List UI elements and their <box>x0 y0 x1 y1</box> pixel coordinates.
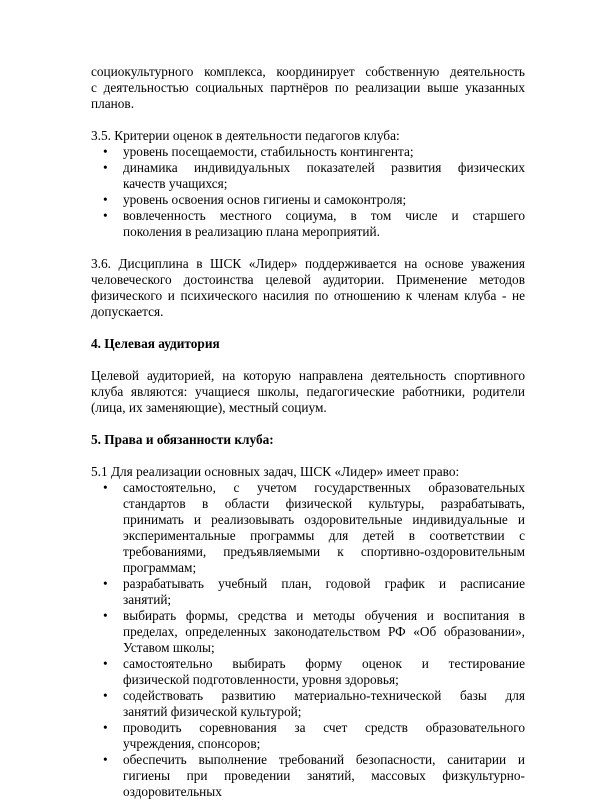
text-line: учреждения, спонсоров; <box>123 736 261 751</box>
bullet-icon: • <box>103 160 108 175</box>
list-item <box>91 656 525 688</box>
rights-intro: 5.1 Для реализации основных задач, ШСК «Лидер» имеет право: <box>91 464 460 479</box>
bullet-icon: • <box>103 608 108 623</box>
text-line: содействовать развитию материально-технической базы для <box>123 688 525 703</box>
list-item <box>91 480 525 576</box>
spacer <box>91 320 525 336</box>
text-line: динамика индивидуальных показателей развития физических <box>123 160 525 175</box>
text-line: программам; <box>123 560 197 575</box>
text-line: допускается. <box>91 304 164 319</box>
text-line: обеспечить выполнение требований безопасности, санитарии и <box>123 752 525 767</box>
bullet-icon: • <box>103 688 108 703</box>
list-item <box>91 608 525 656</box>
text-line: требованиями, предъявляемыми к спортивно-оздоровительным <box>123 544 525 559</box>
text-line: пределах, определенных законодательством РФ «Об образовании», <box>123 624 525 639</box>
bullet-icon: • <box>103 576 108 591</box>
criteria-list <box>91 144 525 240</box>
text-line: 3.6. Дисциплина в ШСК «Лидер» поддерживается на основе уважения <box>91 256 525 271</box>
text-line: самостоятельно выбирать форму оценок и тестирование <box>123 656 525 671</box>
document-page <box>91 64 525 800</box>
text-line: гигиены при проведении занятий, массовых физкультурно- <box>123 768 525 783</box>
text-line: (лица, их заменяющие), местный социум. <box>91 400 327 415</box>
list-item <box>91 752 525 800</box>
text-line: уровень освоения основ гигиены и самоконтроля; <box>123 192 407 207</box>
list-item <box>91 720 525 752</box>
spacer <box>91 416 525 432</box>
bullet-icon: • <box>103 752 108 767</box>
list-item <box>91 576 525 608</box>
text-line: планов. <box>91 96 135 111</box>
text-line: принимать и реализовывать оздоровительные индивидуальные и <box>123 512 525 527</box>
text-line: физической подготовленности, уровня здоровья; <box>123 672 399 687</box>
bullet-icon: • <box>103 480 108 495</box>
spacer <box>91 448 525 464</box>
discipline-paragraph <box>91 256 525 320</box>
text-line: вовлеченность местного социума, в том числе и старшего <box>123 208 525 223</box>
text-line: самостоятельно, с учетом государственных образовательных <box>123 480 525 495</box>
text-line: Уставом школы; <box>123 640 215 655</box>
spacer <box>91 240 525 256</box>
spacer <box>91 352 525 368</box>
text-line: выбирать формы, средства и методы обучения и воспитания в <box>123 608 525 623</box>
bullet-icon: • <box>103 208 108 223</box>
list-item <box>91 688 525 720</box>
text-line: занятий; <box>123 592 172 607</box>
bullet-icon: • <box>103 192 108 207</box>
criteria-title: 3.5. Критерии оценок в деятельности педагогов клуба: <box>91 128 400 143</box>
text-line: Целевой аудиторией, на которую направлена деятельность спортивного <box>91 368 525 383</box>
text-line: занятий физической культурой; <box>123 704 302 719</box>
list-item <box>91 144 525 160</box>
rights-list <box>91 480 525 800</box>
intro-paragraph <box>91 64 525 112</box>
section-heading: 4. Целевая аудитория <box>91 336 220 351</box>
text-line: экспериментальные программы для детей в соответствии с <box>123 528 525 543</box>
text-line: стандартов в области физической культуры, разрабатывать, <box>123 496 525 511</box>
spacer <box>91 112 525 128</box>
audience-paragraph <box>91 368 525 416</box>
text-line: с деятельностью социальных партнёров по реализации выше указанных <box>91 80 525 95</box>
bullet-icon: • <box>103 720 108 735</box>
list-item <box>91 160 525 192</box>
text-line: клуба являются: учащиеся школы, педагогические работники, родители <box>91 384 525 399</box>
text-line: качеств учащихся; <box>123 176 228 191</box>
bullet-icon: • <box>103 144 108 159</box>
section-heading: 5. Права и обязанности клуба: <box>91 432 274 447</box>
text-line: оздоровительных <box>123 784 222 799</box>
text-line: проводить соревнования за счет средств образовательного <box>123 720 525 735</box>
text-line: уровень посещаемости, стабильность контингента; <box>123 144 414 159</box>
text-line: человеческого достоинства целевой аудитории. Применение методов <box>91 272 525 287</box>
text-line: физического и психического насилия по отношению к членам клуба - не <box>91 288 525 303</box>
text-line: разрабатывать учебный план, годовой график и расписание <box>123 576 525 591</box>
list-item <box>91 192 525 208</box>
text-line: поколения в реализацию плана мероприятий. <box>123 224 380 239</box>
list-item <box>91 208 525 240</box>
text-line: социокультурного комплекса, координирует собственную деятельность <box>91 64 525 79</box>
bullet-icon: • <box>103 656 108 671</box>
